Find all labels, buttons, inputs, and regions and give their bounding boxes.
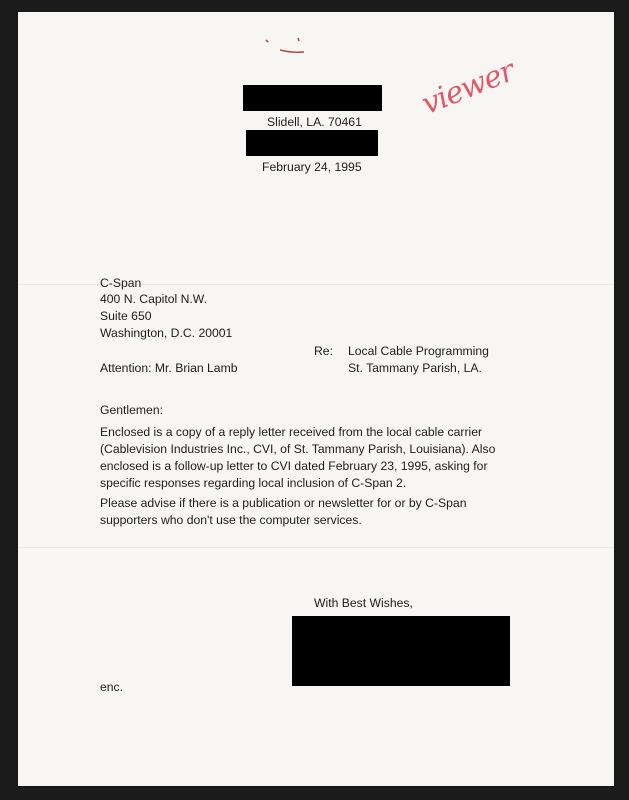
- attention-line: Attention: Mr. Brian Lamb: [100, 361, 238, 375]
- re-line-2: St. Tammany Parish, LA.: [348, 361, 482, 375]
- re-label: Re:: [314, 344, 333, 358]
- body-paragraph-1: Enclosed is a copy of a reply letter received from the local cable carrier (Cablevision Industries Inc., CVI, of St. Tammany Parish, Louisiana). Also enclosed is a follow-up letter to CVI dated February 23, 1995, asking for specific responses regarding local inclusion of C-Span 2.: [100, 425, 496, 490]
- closing: With Best Wishes,: [314, 596, 413, 610]
- redacted-name: [243, 85, 382, 111]
- letter-page: [18, 12, 614, 786]
- redacted-signature: [292, 616, 510, 686]
- pen-mark: [258, 34, 318, 58]
- handwritten-note: viewer: [416, 53, 520, 122]
- fold-line: [18, 547, 614, 548]
- letter-date: February 24, 1995: [262, 160, 362, 174]
- re-line-1: Local Cable Programming: [348, 344, 489, 358]
- body-paragraph-2: Please advise if there is a publication or newsletter for or by C-Span supporters who don't use the computer services.: [100, 496, 467, 527]
- sender-city: Slidell, LA. 70461: [267, 115, 362, 129]
- recipient-city: Washington, D.C. 20001: [100, 326, 233, 340]
- recipient-street: 400 N. Capitol N.W.: [100, 292, 208, 306]
- recipient-name: C-Span: [100, 276, 142, 290]
- enclosure-note: enc.: [100, 680, 124, 694]
- salutation: Gentlemen:: [100, 403, 164, 417]
- redacted-address: [246, 130, 378, 156]
- recipient-suite: Suite 650: [100, 309, 152, 323]
